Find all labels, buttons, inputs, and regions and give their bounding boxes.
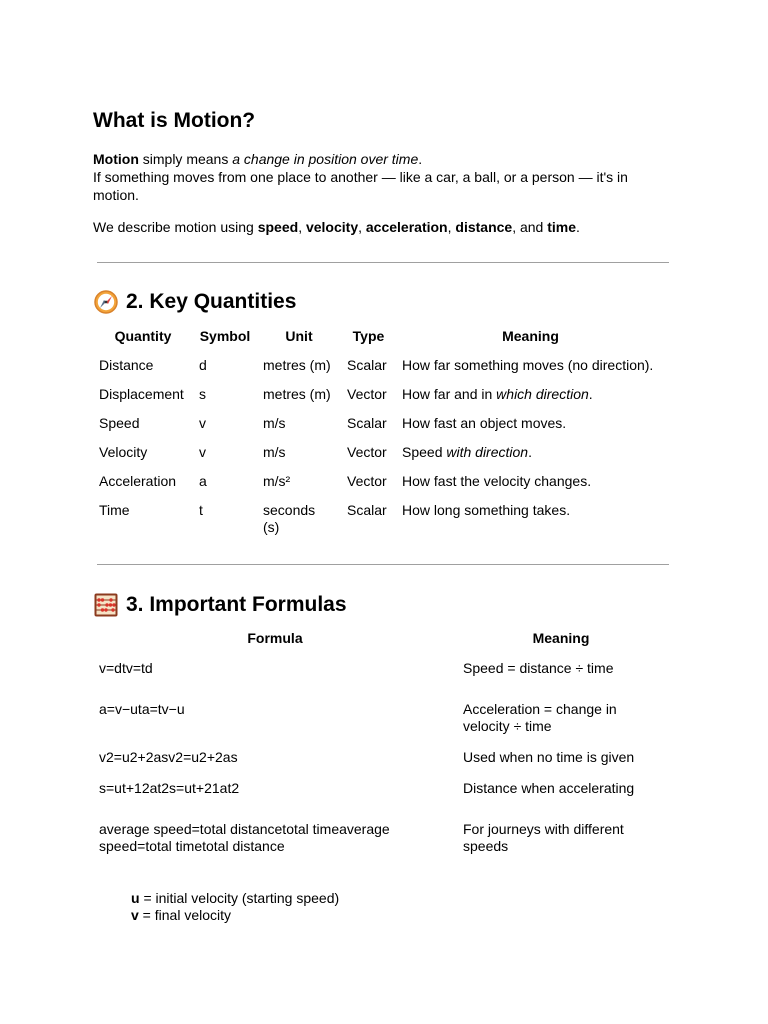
- meaning-cell: How fast an object moves.: [402, 415, 567, 431]
- column-header: Symbol: [199, 328, 251, 344]
- variable-symbol: v: [131, 907, 139, 923]
- section-title: 3. Important Formulas: [126, 593, 347, 616]
- unit-cell: seconds (s): [263, 502, 316, 535]
- abacus-icon: [93, 592, 119, 618]
- motion-explanation: If something moves from one place to another — like a car, a ball, or a person — it's in motion.: [93, 169, 628, 203]
- type-cell: Vector: [347, 386, 387, 402]
- meaning-cell: Distance when accelerating: [463, 780, 635, 796]
- unit-cell: metres (m): [263, 357, 331, 373]
- formulas-heading: [93, 592, 347, 618]
- symbol-cell: a: [199, 473, 207, 489]
- unit-cell: m/s: [263, 444, 286, 460]
- unit-cell: m/s²: [263, 473, 291, 489]
- motion-term: Motion: [93, 151, 139, 167]
- term-acceleration: acceleration: [365, 219, 448, 235]
- meaning-cell: Speed with direction.: [402, 444, 532, 460]
- table-row: [93, 773, 665, 814]
- meaning-cell: Acceleration = change in velocity ÷ time: [463, 701, 617, 734]
- page-title: What is Motion?: [93, 109, 256, 132]
- meaning-cell: How fast the velocity changes.: [402, 473, 592, 489]
- quantity-cell: Time: [99, 502, 130, 518]
- type-cell: Vector: [347, 473, 387, 489]
- type-cell: Vector: [347, 444, 387, 460]
- table-header-row: [93, 322, 665, 351]
- column-header: Quantity: [114, 328, 172, 344]
- quantity-cell: Distance: [99, 357, 154, 373]
- list-item: u = initial velocity (starting speed): [131, 890, 340, 906]
- column-header: Meaning: [532, 630, 590, 646]
- table-row: [93, 467, 665, 496]
- column-header: Unit: [285, 328, 313, 344]
- meaning-cell: Speed = distance ÷ time: [463, 660, 614, 676]
- formulas-table: [93, 624, 665, 862]
- symbol-cell: v: [199, 415, 206, 431]
- formula-cell: v2=u2+2asv2=u2+2as: [99, 749, 238, 765]
- quantity-cell: Displacement: [99, 386, 184, 402]
- meaning-cell: How far something moves (no direction).: [402, 357, 654, 373]
- key-quantities-table: [93, 322, 665, 542]
- table-row: [93, 653, 665, 694]
- table-row: [93, 814, 665, 862]
- table-header-row: [93, 624, 665, 653]
- term-time: time: [547, 219, 577, 235]
- variable-symbol: u: [131, 890, 140, 906]
- table-row: [93, 351, 665, 380]
- column-header: Formula: [247, 630, 303, 646]
- meaning-cell: Used when no time is given: [463, 749, 635, 765]
- type-cell: Scalar: [347, 357, 387, 373]
- quantity-cell: Acceleration: [99, 473, 177, 489]
- symbol-cell: t: [199, 502, 203, 518]
- term-speed: speed: [257, 219, 299, 235]
- symbol-cell: v: [199, 444, 206, 460]
- unit-cell: metres (m): [263, 386, 331, 402]
- meaning-cell: How far and in which direction.: [402, 386, 593, 402]
- symbol-cell: s: [199, 386, 206, 402]
- column-header: Type: [352, 328, 385, 344]
- table-row: [93, 409, 665, 438]
- term-velocity: velocity: [305, 219, 359, 235]
- key-quantities-heading: [93, 289, 296, 315]
- motion-describe: We describe motion using speed, velocity, acceleration, distance, and time.: [93, 219, 580, 235]
- section-divider: [97, 564, 669, 565]
- formula-cell: a=v−uta=tv−u: [99, 701, 185, 717]
- table-row: [93, 742, 665, 773]
- section-divider: [97, 262, 669, 263]
- compass-icon: [93, 289, 119, 315]
- column-header: Meaning: [502, 328, 559, 344]
- symbol-cell: d: [199, 357, 207, 373]
- motion-definition-emphasis: a change in position over time: [232, 151, 419, 167]
- quantity-cell: Velocity: [99, 444, 148, 460]
- table-row: [93, 694, 665, 742]
- section-title: 2. Key Quantities: [126, 290, 297, 313]
- unit-cell: m/s: [263, 415, 286, 431]
- list-item: v = final velocity: [131, 907, 232, 923]
- motion-definition: Motion simply means a change in position over time. If something moves from one place to another — like a car, a ball, or a person — it's in motion.: [93, 151, 628, 203]
- meaning-cell: How long something takes.: [402, 502, 571, 518]
- table-row: [93, 438, 665, 467]
- quantity-cell: Speed: [99, 415, 140, 431]
- formula-cell: s=ut+12at2s=ut+21at2: [99, 780, 240, 796]
- formula-cell: v=dtv=td: [99, 660, 153, 676]
- table-row: [93, 380, 665, 409]
- variable-legend: [131, 890, 339, 924]
- table-row: [93, 496, 665, 542]
- type-cell: Scalar: [347, 415, 387, 431]
- type-cell: Scalar: [347, 502, 387, 518]
- formula-cell: average speed=total distancetotal timeaverage speed=total timetotal distance: [99, 821, 390, 854]
- term-distance: distance: [455, 219, 513, 235]
- meaning-cell: For journeys with different speeds: [463, 821, 624, 854]
